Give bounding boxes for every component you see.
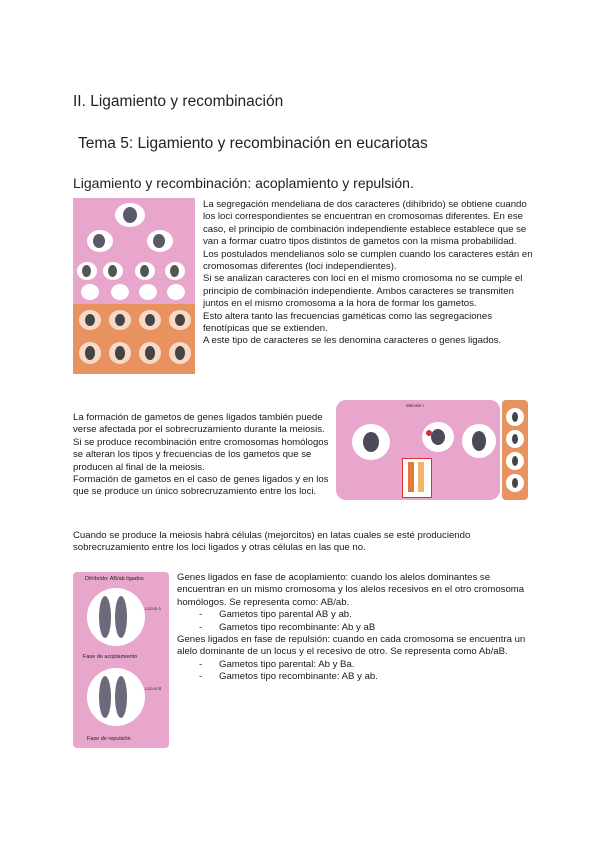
figure-title: Meiosis I (406, 403, 424, 408)
list-item (177, 622, 532, 634)
figure-caption: Fase de acoplamiento (83, 654, 138, 660)
subtopic-heading: Ligamiento y recombinación: acoplamiento y repulsión. (73, 175, 414, 191)
section-heading: II. Ligamiento y recombinación (73, 93, 284, 110)
crossover-text-block (73, 412, 330, 499)
figure-caption: Dihíbrido: AB/ab ligados (85, 576, 144, 582)
chromosome-icon (175, 314, 185, 326)
paragraph: Formación de gametos en el caso de genes ligados y en los que se produce un único sobrecruzamiento entre los loci. (73, 474, 329, 498)
list-item (177, 671, 532, 683)
chromosome-icon (512, 456, 518, 466)
meiosis-note: Cuando se produce la meiosis habrá células (mejorcitos) en latas cuales se esté produciendo sobrecruzamiento entre los loci ligados y otras células en las que no. (73, 530, 471, 554)
coupling-repulsion-figure (73, 572, 169, 748)
chromosome-icon (145, 314, 155, 326)
chromosome-icon (115, 596, 127, 638)
bullet-mark: - (199, 671, 203, 683)
chromosome-icon (153, 234, 165, 248)
chromatid-icon (418, 462, 424, 492)
chromosome-icon (431, 429, 445, 445)
chromosome-icon (115, 314, 125, 326)
chromosome-icon (123, 207, 137, 223)
list-item (177, 659, 532, 671)
figure-caption: Fase de repulsión (87, 736, 131, 742)
chromosome-icon (145, 346, 155, 360)
intro-text-block (203, 199, 533, 348)
chromosome-icon (175, 346, 185, 360)
chromosome-icon (115, 346, 125, 360)
chromosome-icon (170, 265, 179, 277)
paragraph: A este tipo de caracteres se les denomina caracteres o genes ligados. (203, 335, 502, 347)
chromosome-icon (115, 676, 127, 718)
chromosome-icon (512, 478, 518, 488)
crossover-point-icon (426, 430, 432, 436)
chromosome-icon (108, 265, 117, 277)
coupling-list (177, 609, 532, 634)
cell-icon (111, 284, 129, 300)
repulsion-list (177, 659, 532, 684)
dihybrid-meiosis-figure (73, 198, 195, 374)
chromosome-icon (512, 412, 518, 422)
bullet-mark: - (199, 621, 203, 633)
list-item-text: Gametos tipo recombinante: AB y ab. (219, 671, 378, 683)
topic-heading: Tema 5: Ligamiento y recombinación en eucariotas (78, 135, 428, 152)
chromosome-icon (93, 234, 105, 248)
paragraph: Esto altera tanto las frecuencias gaméticas como las segregaciones fenotípicas que se extienden. (203, 310, 493, 335)
list-item-text: Gametos tipo recombinante: Ab y aB (219, 621, 376, 633)
cell-icon (167, 284, 185, 300)
list-item-text: Gametos tipo parental AB y ab. (219, 609, 352, 621)
paragraph: Si se analizan caracteres con loci en el mismo cromosoma no se cumple el principio de combinación independiente. Ambos caracteres se transmiten juntos en el mismo cromosoma a la hora de formar los gametos. (203, 273, 523, 310)
locus-label: Locus A (145, 606, 162, 611)
chromosome-icon (512, 434, 518, 444)
paragraph: Genes ligados en fase de acoplamiento: cuando los alelos dominantes se encuentran en un mismo cromosoma y los alelos recesivos en el otro cromosoma homólogos. Se representa como: AB/ab. (177, 572, 525, 608)
chromosome-icon (140, 265, 149, 277)
chromosome-icon (363, 432, 379, 452)
paragraph: Los postulados mendelianos solo se cumplen cuando los caracteres están en cromosomas diferentes (loci independientes). (203, 248, 533, 273)
chromosome-icon (85, 346, 95, 360)
chromosome-icon (85, 314, 95, 326)
list-item (177, 609, 532, 621)
crossover-detail-box (402, 458, 432, 498)
chromosome-icon (99, 676, 111, 718)
cell-icon (139, 284, 157, 300)
bullet-mark: - (199, 658, 203, 670)
locus-label: Locus B (145, 686, 162, 691)
paragraph: Genes ligados en fase de repulsión: cuando en cada cromosoma se encuentra un alelo dominante de un locus y el recesivo de otro. Se representa como Ab/aB. (177, 634, 526, 658)
chromatid-icon (408, 462, 414, 492)
cell-icon (81, 284, 99, 300)
bullet-mark: - (199, 609, 203, 621)
crossover-meiosis-figure (336, 400, 528, 500)
linkage-phase-text-block (177, 572, 532, 684)
paragraph: La segregación mendeliana de dos caracteres (dihíbrido) se obtiene cuando los loci correspondientes se encuentran en cromosomas diferentes. En ese caso, el principio de combinación independiente establece establece que se van a formar cuatro tipos distintos de gametos con la misma probabilidad. (203, 199, 527, 248)
list-item-text: Gametos tipo parental: Ab y Ba. (219, 658, 355, 670)
chromosome-icon (472, 431, 486, 451)
chromosome-icon (82, 265, 91, 277)
chromosome-icon (99, 596, 111, 638)
paragraph: La formación de gametos de genes ligados también puede verse afectada por el sobrecruzamiento durante la meiosis. Si se produce recombinación entre cromosomas homólogos se alteran los tipos y frecuencias de los gametos que se producen al final de la meiosis. (73, 412, 329, 473)
